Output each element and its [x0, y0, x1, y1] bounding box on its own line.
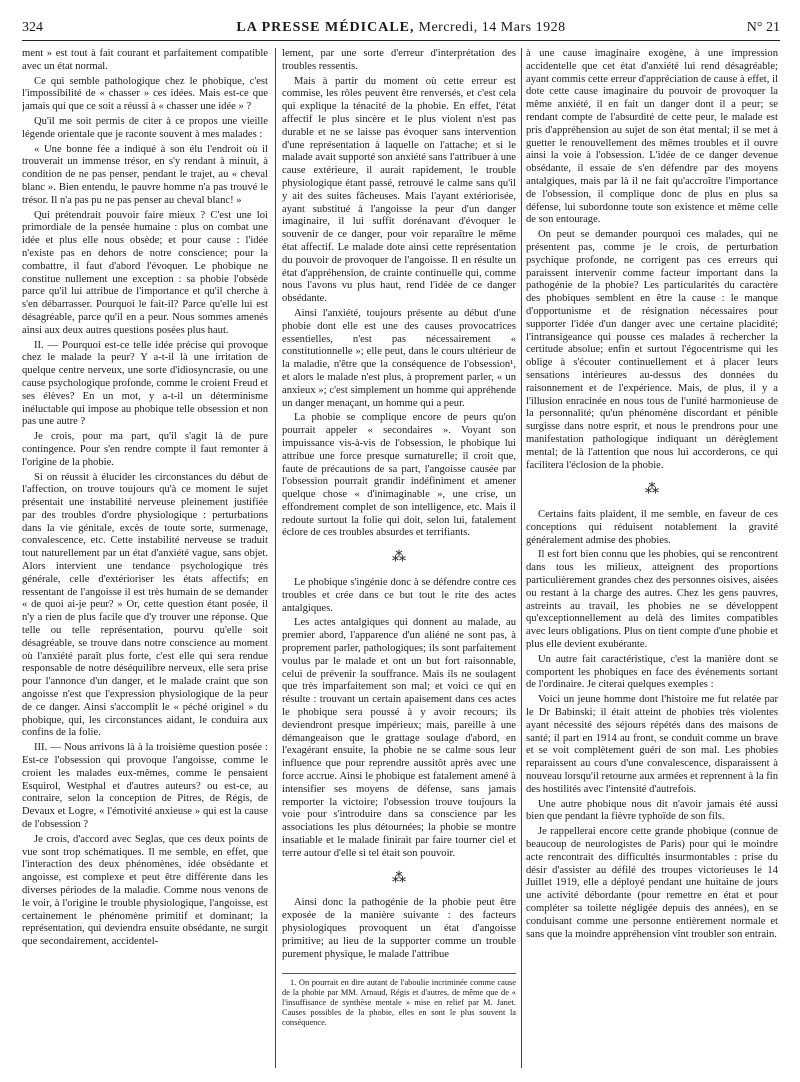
paragraph: Qu'il me soit permis de citer à ce propos une vieille légende orientale que je raconte souvent à mes malades :: [22, 115, 268, 140]
paragraph: Ainsi l'anxiété, toujours présente au début d'une phobie dont elle est une des causes provocatrices essentielles, n'est pas nécessairement « constitutionnelle »; elle peut, dans le cours ultérieur de la maladie, n'être que la conséquence de l'obsession¹, et alors le malade n'est plus, à proprement parler, « un anxieux »; c'est simplement un homme qui appréhende un danger menaçant, un homme qui a peur.: [282, 307, 516, 409]
section-asterism: ⁂: [392, 870, 406, 886]
footnote: [282, 973, 516, 1028]
paragraph: à une cause imaginaire exogène, à une impression accidentelle que cet état d'anxiété lui rend désagréable; ayant commis cette erreur d'appréciation de cause à effet, il dote cette cause imaginaire du pouvoir de provoquer la même anxiété, il en fait un danger dont il a peur; se rendant compte de l'absurdité de cette peur, le malade est pris d'appréhension au sujet de son état mental; il se met à guetter le renouvellement des mêmes troubles et il ouvre ainsi la voie à l'obsession. L'idée de ce danger devenue obsédante, il essaie de s'en défendre par des moyens antalgiques, mais par là il ne fait qu'accroître l'importance de l'obsession, il complique donc de plus en plus sa défense, lui subordonne toute son existence et même celle de son entourage.: [526, 48, 778, 226]
paragraph: III. — Nous arrivons là à la troisième question posée : Est-ce l'obsession qui provoque l'angoisse, comme le croient les malades eux-mêmes, comme le pensaient Esquirol, Westphal et d'autres auteurs? ou est-ce, au contraire, selon la conception de Pitres, de Régis, de Devaux et Logre, « l'émotivité anxieuse » qui est la cause de l'obsession ?: [22, 742, 268, 831]
paragraph: La phobie se complique encore de peurs qu'on pourrait appeler « secondaires ». Voyant son impuissance vis-à-vis de l'obsession, le phobique lui attribue une force presque surnaturelle; il croit que, faute de précautions de sa part, l'angoisse causée par l'obsession pourrait grandir indéfiniment et amener quelque chose « d'inimaginable », une crise, un effondrement complet de son intelligence, etc. Mais il redoute surtout la folie qui doit, selon lui, fatalement éclore de ces troubles absurdes et terrifiants.: [282, 412, 516, 539]
paragraph: II. — Pourquoi est-ce telle idée précise qui provoque chez le malade la peur? Y a-t-il là une irritation de quelque centre nerveux, une sorte d'idiosyncrasie, ou une cause psychologique profonde, comme le croient Freud et ses élèves? En un mot, y a-t-il un déterminisme inéluctable qui impose au phobique telle obsession et non pas une autre ?: [22, 339, 268, 428]
column-divider: [521, 48, 522, 1068]
paragraph: ment » est tout à fait courant et parfaitement compatible avec un état normal.: [22, 48, 268, 72]
journal-name: LA PRESSE MÉDICALE,: [236, 20, 415, 35]
paragraph: Je rappellerai encore cette grande phobique (connue de beaucoup de neurologistes de Paris) pour qui le moindre acte rencontrait des difficultés insurmontables : prise du désir d'assister au défilé des troupes victorieuses le 14 Juillet 1919, elle a déployé pendant une huitaine de jours une activité débordante (pour remettre en état et pour compléter sa toilette négligée depuis des années), en se conduisant comme une personne entièrement normale et sans que la moindre appréhension vînt troubler son entrain.: [526, 826, 778, 940]
paragraph: « Une bonne fée a indiqué à son élu l'endroit où il trouverait un immense trésor, en s'y rendant à minuit, à condition de ne pas penser, pendant le trajet, au « cheval blanc ». Bien entendu, le pauvre homme n'a pas trouvé le trésor. Il n'a pas pu ne pas penser au cheval blanc! »: [22, 143, 268, 206]
paragraph: Il est fort bien connu que les phobies, qui se rencontrent dans tous les milieux, atteignent des proportions particulièrement grandes chez des personnes oisives, aisées ou restant à la charge des autres. Chez les gens pauvres, astreints au travail, les phobies ne se développent qu'exceptionnellement au delà des limites compatibles avec leurs obligations. Plus on tient compte d'une phobie et plus elle devient exubérante.: [526, 549, 778, 651]
paragraph: lement, par une sorte d'erreur d'interprétation des troubles ressentis.: [282, 48, 516, 72]
paragraph: Ce qui semble pathologique chez le phobique, c'est l'impossibilité de « chasser » ces idées. Mais est-ce que jamais qui que ce soit a réussi à « chasser une idée » ?: [22, 75, 268, 113]
running-title: [22, 20, 780, 36]
paragraph: Si on réussit à élucider les circonstances du début de l'affection, on trouve toujours qu'à ce moment le sujet présentait une instabilité nerveuse pleinement justifiée par des troubles d'ordre physiologique : perturbations dans la vie génitale, excès de toute sorte, surmenage, convalescence, etc. Cette instabilité nerveuse se traduit tout naturellement par un état d'anxiété vague, sans objet. Alors intervient une tendance psychologique très générale, celle d'extérioriser les états affectifs; en ressentant de l'angoisse il est très humain de se demander « de quoi ai-je peur? » Or, cette question étant posée, il n'y a rien de plus facile que d'y trouver une réponse. Que telle ou telle représentation, pourvu qu'elle soit désagréable, se trouve dans notre conscience au moment où l'anxiété paraît plus forte, c'est elle qui sera rendue responsable de notre déséquilibre nerveux, elle sera prise pour l'annonce d'un danger, et le malade craint que son angoisse n'est que l'expression physiologique de la peur de ce danger. Ainsi s'accomplit le « péché originel » du phobique, qui, les circonstances aidant, le conduira aux confins de la folie.: [22, 471, 268, 739]
section-asterism: ⁂: [392, 550, 406, 566]
paragraph: Certains faits plaident, il me semble, en faveur de ces conceptions qui réduisent notablement la gravité généralement admise des phobies.: [526, 509, 778, 546]
paragraph: Une autre phobique nous dit n'avoir jamais été aussi bien que pendant la fièvre typhoïde de son fils.: [526, 798, 778, 823]
column-3: [526, 48, 778, 1068]
column-1: [22, 48, 268, 1068]
section-asterism: ⁂: [645, 482, 659, 498]
paragraph: Le phobique s'ingénie donc à se défendre contre ces troubles et crée dans ce but tout le rite des actes antalgiques.: [282, 577, 516, 614]
header-rule: [22, 40, 780, 41]
issue-number: N° 21: [746, 20, 780, 35]
paragraph: Ainsi donc la pathogénie de la phobie peut être exposée de la manière suivante : des facteurs physiologiques provoquent un état d'angoisse primitive; au lieu de la supporter comme un trouble purement physique, le malade l'attribue: [282, 897, 516, 960]
paragraph: Les actes antalgiques qui donnent au malade, au premier abord, l'apparence d'un aliéné ne sont pas, à proprement parler, pathologiques; ils sont parfaitement voulus par le malade et ont un but fort raisonnable, celui de prévenir la souffrance. Mais ils ne soulagent que très imparfaitement son mal; et voici ce qui en résulte : trouvant un certain apaisement dans ces actes le phobique sera poussé à y avoir recours; ils deviendront presque impérieux; mais, pareille à une démangeaison que le grattage soulage d'abord, en l'exagérant ensuite, la phobie ne se calme sous leur influence que pour reprendre aussitôt après avec une force accrue. Ainsi le phobique est fatalement amené à intensifier ses moyens de défense, sans jamais remporter la victoire; l'obsession trouve toujours la voie pour s'introduire dans sa conscience par les associations les plus détournées; la phobie se montre insatiable et le malade finirait par faire tourner ciel et terre autour d'elle si tel était son pouvoir.: [282, 617, 516, 859]
paragraph: Mais à partir du moment où cette erreur est commise, les rôles peuvent être renversés, et c'est cela qui explique la ténacité de la phobie. En effet, l'état affectif le plus sincère et le plus violent n'est pas durable et ne se laisse pas évoquer sans intervention d'une représentation à laquelle on l'attache; et si le malade avait supporté son anxiété sans l'attribuer à une cause extérieure, il aurait rapidement, le trouble physiologique étant passé, retrouvé le calme sans qu'il y ait des suites fâcheuses. Mais l'ayant extériorisée, ayant substitué à l'angoisse la peur d'un danger imaginaire, il lui suffit dorénavant d'évoquer le souvenir de ce danger, pour voir reparaître le même état affectif. Le malade dote ainsi cette représentation du pouvoir de provoquer de l'angoisse. Il en résulte un état d'appréhension, de crainte continuelle qui, comme nous l'avons vu plus haut, rend l'idée de ce danger obsédante.: [282, 75, 516, 305]
paragraph: On peut se demander pourquoi ces malades, qui ne présentent pas, comme je le crois, de perturbation psychique profonde, ne corrigent pas ces erreurs qui paraissent intervenir comme facteur important dans la pathogénie de la phobie? Les particularités du caractère des phobiques semblent en être la cause : le manque d'opportunisme et de résignation nécessaires pour supporter l'idée d'un danger avec une certaine placidité; l'intransigeance qui pousse ces malades à rechercher la certitude absolue; enfin et surtout l'égocentrisme qui les oblige à s'écouter continuellement et à placer leurs sensations intérieures au-dessus des données du raisonnement et de l'expérience. Mais, de plus, il y a l'illusion enracinée en nous tous de l'unité harmonieuse de la personnalité; qu'un phénomène discordant et pénible surgisse dans notre esprit, et nous le prendrons pour une manifestation pathologique indiquant un dérèglement mental; de là l'attention que nous lui accorderons, ce qui facilitera l'éclosion de la phobie.: [526, 229, 778, 471]
paragraph: Qui prétendrait pouvoir faire mieux ? C'est une loi primordiale de la pensée humaine : plus on combat une idée et plus elle nous obsède; et pour cause : l'idée n'existe pas en dehors de notre conscience; pour la combattre, il faut d'abord l'évoquer. Le phobique ne constitue nullement une exception : sa phobie l'obsède parce qu'il lui attribue de l'importance et qu'il cherche à s'en débarrasser. Pourquoi le fait-il? Parce qu'elle lui est désagréable, parce qu'il en a peur. Nous sommes amenés ainsi aux deux autres questions posées plus haut.: [22, 209, 268, 336]
paragraph: Je crois, d'accord avec Seglas, que ces deux points de vue sont trop schématiques. Il me semble, en effet, que l'interaction des deux phénomènes, idée obsédante et angoisse, est complexe et peut être différente dans les diverses périodes de la maladie. Comme nous venons de le voir, à l'origine le trouble physiologique, l'angoisse, est certainement le phénomène primitif et dominant; la représentation, qui deviendra ensuite obsédante, ne surgit que secondairement, accidentel-: [22, 833, 268, 948]
column-divider: [275, 48, 276, 1068]
page-number: 324: [22, 20, 43, 35]
paragraph: Voici un jeune homme dont l'histoire me fut relatée par le Dr Babinski; il était atteint de phobies très violentes ayant nécessité des séjours répétés dans des maisons de santé; il part en 1914 au front, se conduit comme un brave et se voit complètement guéri de son mal. Les phobies reparaissent au cours d'une convalescence, disparaissent à nouveau lorsqu'il retourne aux armées et reprennent à la fin des hostilités avec l'intensité d'autrefois.: [526, 694, 778, 795]
paragraph: Je crois, pour ma part, qu'il s'agit là de pure contingence. Pour s'en rendre compte il faut remonter à l'origine de la phobie.: [22, 431, 268, 468]
column-2: [282, 48, 516, 1068]
paragraph: Un autre fait caractéristique, c'est la manière dont se comportent les phobiques en face des événements sortant de l'ordinaire. Je citerai quelques exemples :: [526, 653, 778, 691]
footnote-text: 1. On pourrait en dire autant de l'aboulie incriminée comme cause de la phobie par MM. Arnaud, Régis et d'autres, de même que de « l'insuffisance de synthèse mentale » mise en relief par M. Janet. Causes possibles de la phobie, elles en sont le plus souvent la conséquence.: [282, 978, 516, 1028]
page-header: [22, 18, 780, 40]
issue-date: Mercredi, 14 Mars 1928: [418, 20, 566, 35]
